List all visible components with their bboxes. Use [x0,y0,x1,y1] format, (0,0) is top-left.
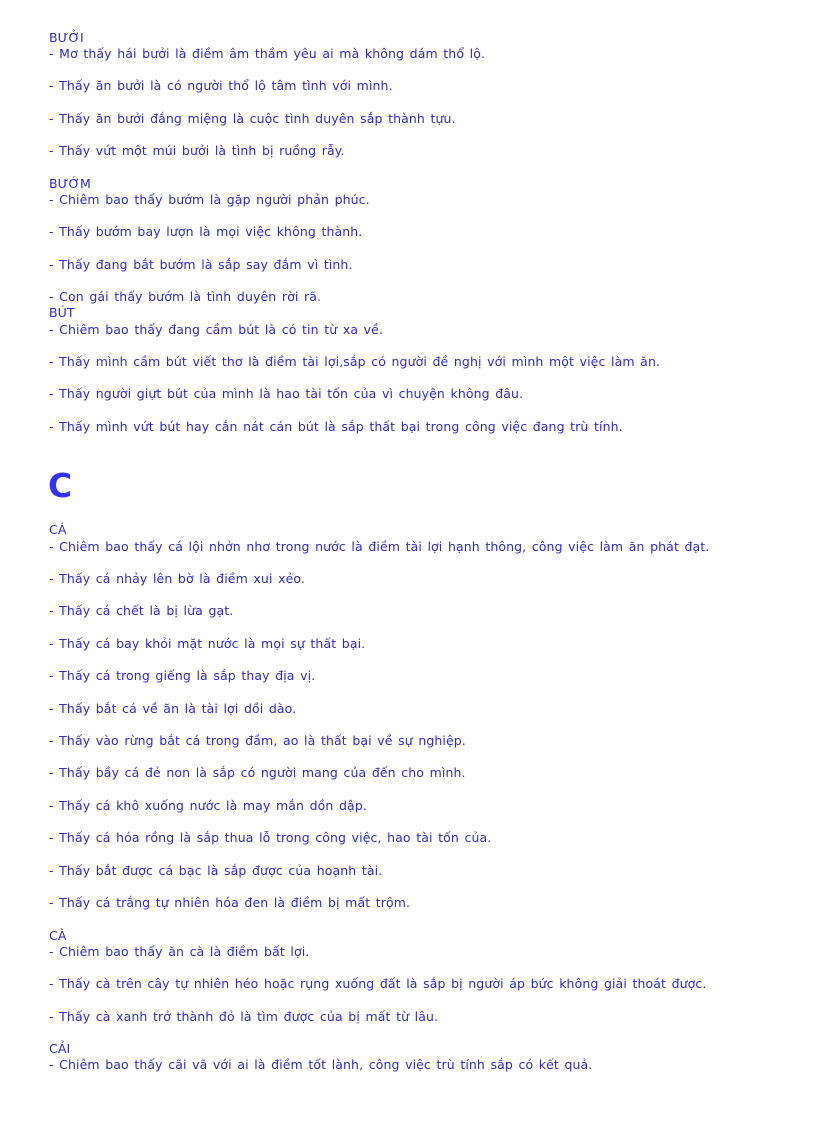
entry: - Thấy cá chết là bị lừa gạt. [49,603,234,618]
entry: - Thấy cá trong giếng là sắp thay địa vị. [49,668,316,683]
entry: - Con gái thấy bướm là tình duyên rời rã. [49,289,322,304]
entry: - Thấy cá nhảy lên bờ là điềm xui xẻo. [49,571,305,586]
entry: - Thấy mình vứt bút hay cắn nát cán bút là sắp thất bại trong công việc đang trù tính. [49,419,623,434]
entry: - Thấy đang bắt bướm là sắp say đắm vì tình. [49,257,353,272]
entry: - Thấy cá khô xuống nước là may mắn dồn dập. [49,798,367,813]
entry: - Thấy cà trên cây tự nhiên héo hoặc rụng xuống đất là sắp bị người áp bức không giải thoát được. [49,976,707,991]
entry: - Thấy mình cầm bút viết thơ là điềm tài lợi,sắp có người đề nghị với mình một việc làm ăn. [49,354,661,369]
letter-heading-c: C [48,466,73,505]
entry: - Thấy cá hóa rồng là sắp thua lỗ trong công việc, hao tài tốn của. [49,830,492,845]
entry: - Thấy bắt cá về ăn là tài lợi dồi dào. [49,701,297,716]
entry: - Chiêm bao thấy cá lội nhởn nhơ trong nước là điềm tài lợi hạnh thông, công việc làm ăn phát đạt. [49,539,710,554]
entry: - Thấy vứt một múi bưởi là tình bị ruồng rẫy. [49,143,345,158]
entry: - Chiêm bao thấy bướm là gặp người phản phúc. [49,192,370,207]
entry: - Chiêm bao thấy ăn cà là điềm bất lợi. [49,944,310,959]
section-title-ca-2: CÀ [49,928,67,943]
entry: - Thấy bắt được cá bạc là sắp được của hoạnh tài. [49,863,383,878]
entry: - Thấy ăn bưởi là có người thổ lộ tâm tình với mình. [49,78,393,93]
section-title-ca: CÁ [49,522,67,537]
entry: - Thấy cá bay khỏi mặt nước là mọi sự thất bại. [49,636,366,651]
entry: - Thấy bầy cá đẻ non là sắp có người mang của đến cho mình. [49,765,466,780]
entry: - Thấy bướm bay lượn là mọi việc không thành. [49,224,363,239]
section-title-cai: CẢI [49,1041,71,1056]
section-title-but: BÚT [49,305,75,320]
section-title-buoi: BƯỞI [49,30,84,45]
section-title-buom: BƯỚM [49,176,91,191]
entry: - Thấy vào rừng bắt cá trong đầm, ao là thất bại về sự nghiệp. [49,733,466,748]
entry: - Thấy ăn bưởi đắng miệng là cuộc tình duyên sắp thành tựu. [49,111,456,126]
entry: - Chiêm bao thấy cãi vã với ai là điềm tốt lành, công việc trù tính sắp có kết quả. [49,1057,593,1072]
entry: - Thấy cá trắng tự nhiên hóa đen là điềm bị mất trộm. [49,895,411,910]
entry: - Thấy người giựt bút của mình là hao tài tốn của vì chuyện không đâu. [49,386,524,401]
entry: - Thấy cà xanh trở thành đỏ là tìm được của bị mất từ lâu. [49,1009,439,1024]
entry: - Chiêm bao thấy đang cầm bút là có tin từ xa về. [49,322,384,337]
entry: - Mơ thấy hái bưởi là điềm âm thầm yêu ai mà không dám thổ lộ. [49,46,486,61]
